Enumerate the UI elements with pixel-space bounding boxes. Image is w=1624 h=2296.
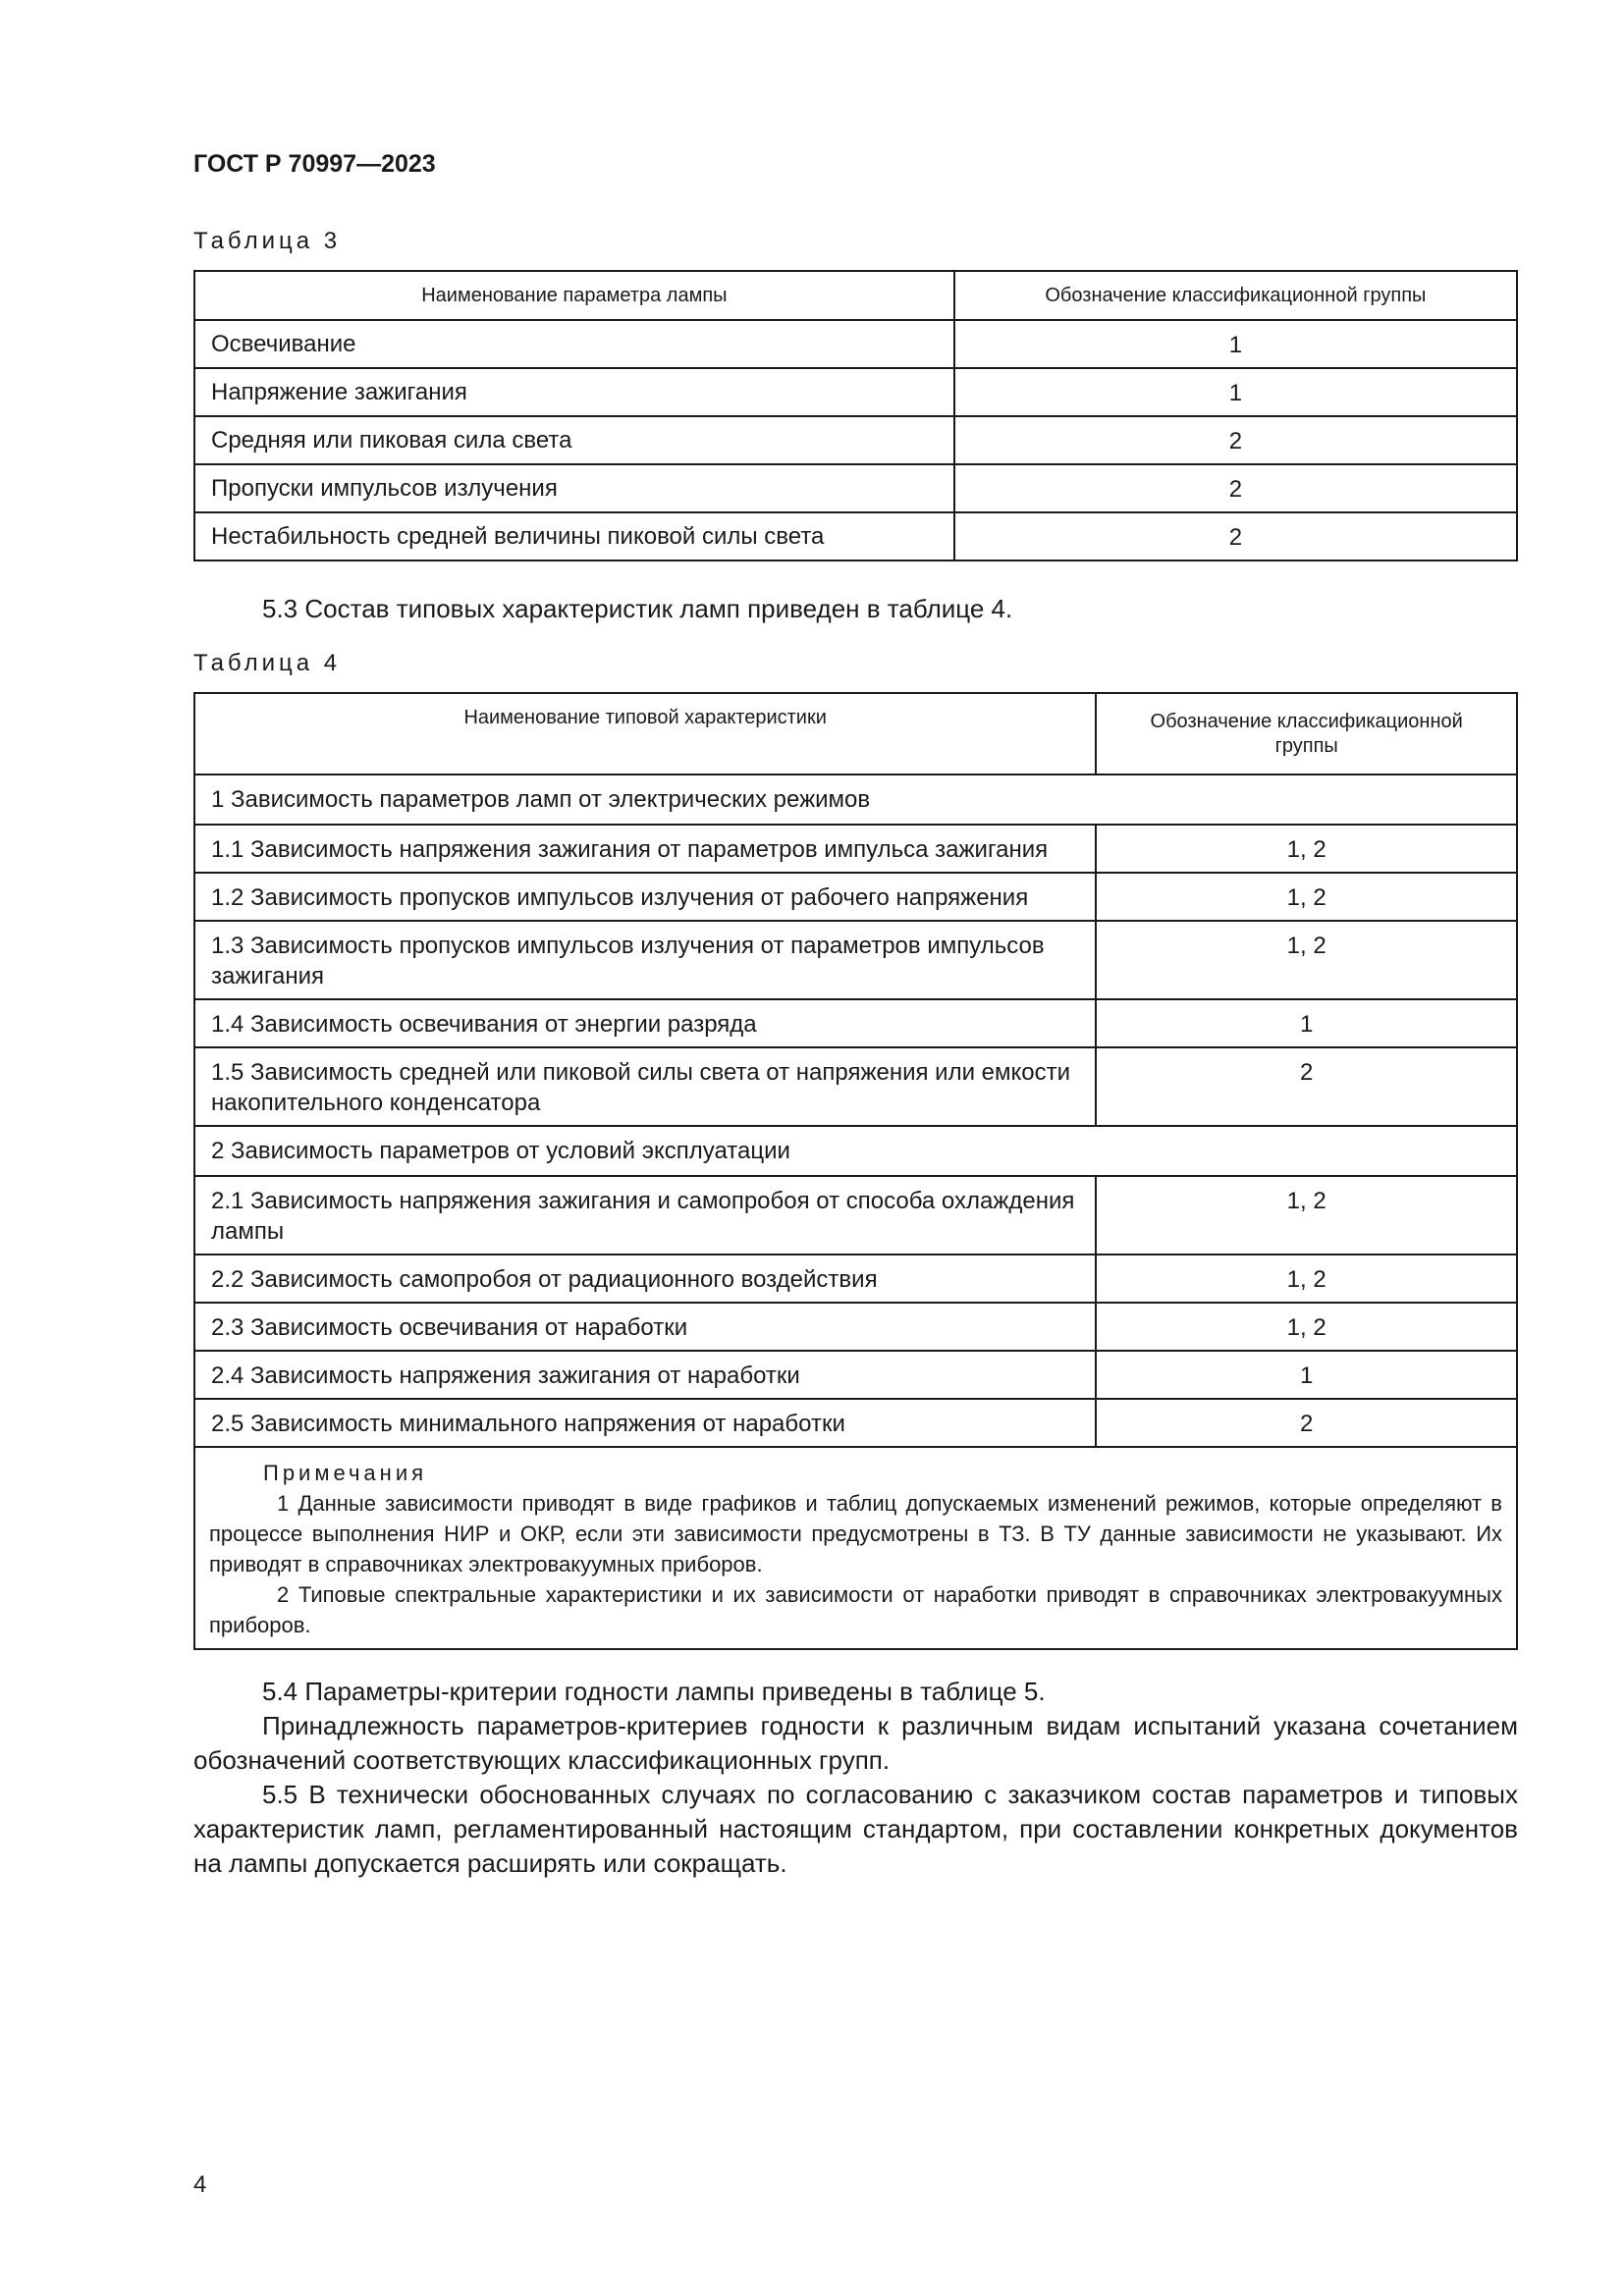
column-header-parameter: Наименование параметра лампы [194, 271, 954, 320]
group-cell: 1 [954, 368, 1517, 416]
parameter-cell: Нестабильность средней величины пиковой силы света [194, 512, 954, 561]
paragraph-criteria: Принадлежность параметров-критериев годности к различным видам испытаний указана сочетанием обозначений соответствующих классификационных групп. [193, 1711, 1518, 1775]
characteristic-cell: 2.4 Зависимость напряжения зажигания от наработки [194, 1351, 1096, 1399]
paragraph-5-5: 5.5 В технически обоснованных случаях по согласованию с заказчиком состав параметров и типовых характеристик ламп, регламентированный настоящим стандартом, при составлении конкретных документов на лампы допускается расширять или сокращать. [193, 1780, 1518, 1878]
characteristic-cell: 2.1 Зависимость напряжения зажигания и самопробоя от способа охлаждения лампы [194, 1176, 1096, 1255]
table-row [194, 416, 1517, 464]
note-2: 2 Типовые спектральные характеристики и их зависимости от наработки приводят в справочниках электровакуумных приборов. [209, 1582, 1502, 1637]
section-heading: 1 Зависимость параметров ламп от электрических режимов [194, 774, 1517, 825]
group-cell: 1, 2 [1096, 1255, 1517, 1303]
group-cell: 1, 2 [1096, 873, 1517, 921]
paragraph-5-4: 5.4 Параметры-критерии годности лампы приведены в таблице 5. [262, 1677, 1046, 1706]
section-row [194, 774, 1517, 825]
table-row [194, 1351, 1517, 1399]
paragraph-5-3: 5.3 Состав типовых характеристик ламп приведен в таблице 4. [262, 594, 1013, 623]
document-number: ГОСТ Р 70997—2023 [193, 150, 436, 178]
notes-cell [194, 1447, 1517, 1649]
note-1: 1 Данные зависимости приводят в виде графиков и таблиц допускаемых изменений режимов, которые определяют в процессе выполнения НИР и ОКР, если эти зависимости предусмотрены в ТЗ. В ТУ данные зависимости не указывают. Их приводят в справочниках электровакуумных приборов. [209, 1491, 1502, 1576]
table-row [194, 1303, 1517, 1351]
table-row [194, 873, 1517, 921]
parameter-cell: Освечивание [194, 320, 954, 368]
table-row [194, 1399, 1517, 1447]
table-row [194, 464, 1517, 512]
section-heading: 2 Зависимость параметров от условий эксплуатации [194, 1126, 1517, 1176]
group-cell: 2 [954, 464, 1517, 512]
page-number: 4 [193, 2171, 207, 2198]
table3-caption: Таблица 3 [193, 228, 342, 254]
group-cell: 2 [1096, 1047, 1517, 1126]
table-row [194, 1047, 1517, 1126]
characteristic-cell: 2.3 Зависимость освечивания от наработки [194, 1303, 1096, 1351]
group-cell: 2 [954, 512, 1517, 561]
characteristic-cell: 1.5 Зависимость средней или пиковой силы света от напряжения или емкости накопительного конденсатора [194, 1047, 1096, 1126]
section-row [194, 1126, 1517, 1176]
notes-title: Примечания [263, 1461, 428, 1485]
group-cell: 1 [1096, 1351, 1517, 1399]
group-cell: 1, 2 [1096, 921, 1517, 999]
parameter-cell: Пропуски импульсов излучения [194, 464, 954, 512]
characteristic-cell: 1.2 Зависимость пропусков импульсов излучения от рабочего напряжения [194, 873, 1096, 921]
group-cell: 1, 2 [1096, 825, 1517, 873]
table-row [194, 999, 1517, 1047]
table-row [194, 320, 1517, 368]
parameter-cell: Напряжение зажигания [194, 368, 954, 416]
table-row [194, 512, 1517, 561]
table4-caption: Таблица 4 [193, 650, 342, 676]
table-header-row [194, 693, 1517, 774]
group-cell: 2 [954, 416, 1517, 464]
column-header-characteristic: Наименование типовой характеристики [194, 693, 1096, 774]
group-cell: 1, 2 [1096, 1176, 1517, 1255]
column-header-group: Обозначение классификационной группы [1096, 693, 1517, 774]
table-header-row [194, 271, 1517, 320]
group-cell: 1 [954, 320, 1517, 368]
table-row [194, 368, 1517, 416]
characteristic-cell: 1.4 Зависимость освечивания от энергии разряда [194, 999, 1096, 1047]
characteristic-cell: 2.2 Зависимость самопробоя от радиационного воздействия [194, 1255, 1096, 1303]
group-cell: 1 [1096, 999, 1517, 1047]
table-row [194, 921, 1517, 999]
column-header-group: Обозначение классификационной группы [954, 271, 1517, 320]
characteristic-cell: 1.1 Зависимость напряжения зажигания от параметров импульса зажигания [194, 825, 1096, 873]
table-row [194, 825, 1517, 873]
characteristic-cell: 1.3 Зависимость пропусков импульсов излучения от параметров импульсов зажигания [194, 921, 1096, 999]
notes-row [194, 1447, 1517, 1649]
parameter-cell: Средняя или пиковая сила света [194, 416, 954, 464]
table-row [194, 1176, 1517, 1255]
table-row [194, 1255, 1517, 1303]
group-cell: 2 [1096, 1399, 1517, 1447]
table-3 [193, 270, 1518, 561]
table-4 [193, 692, 1518, 1650]
group-cell: 1, 2 [1096, 1303, 1517, 1351]
characteristic-cell: 2.5 Зависимость минимального напряжения от наработки [194, 1399, 1096, 1447]
